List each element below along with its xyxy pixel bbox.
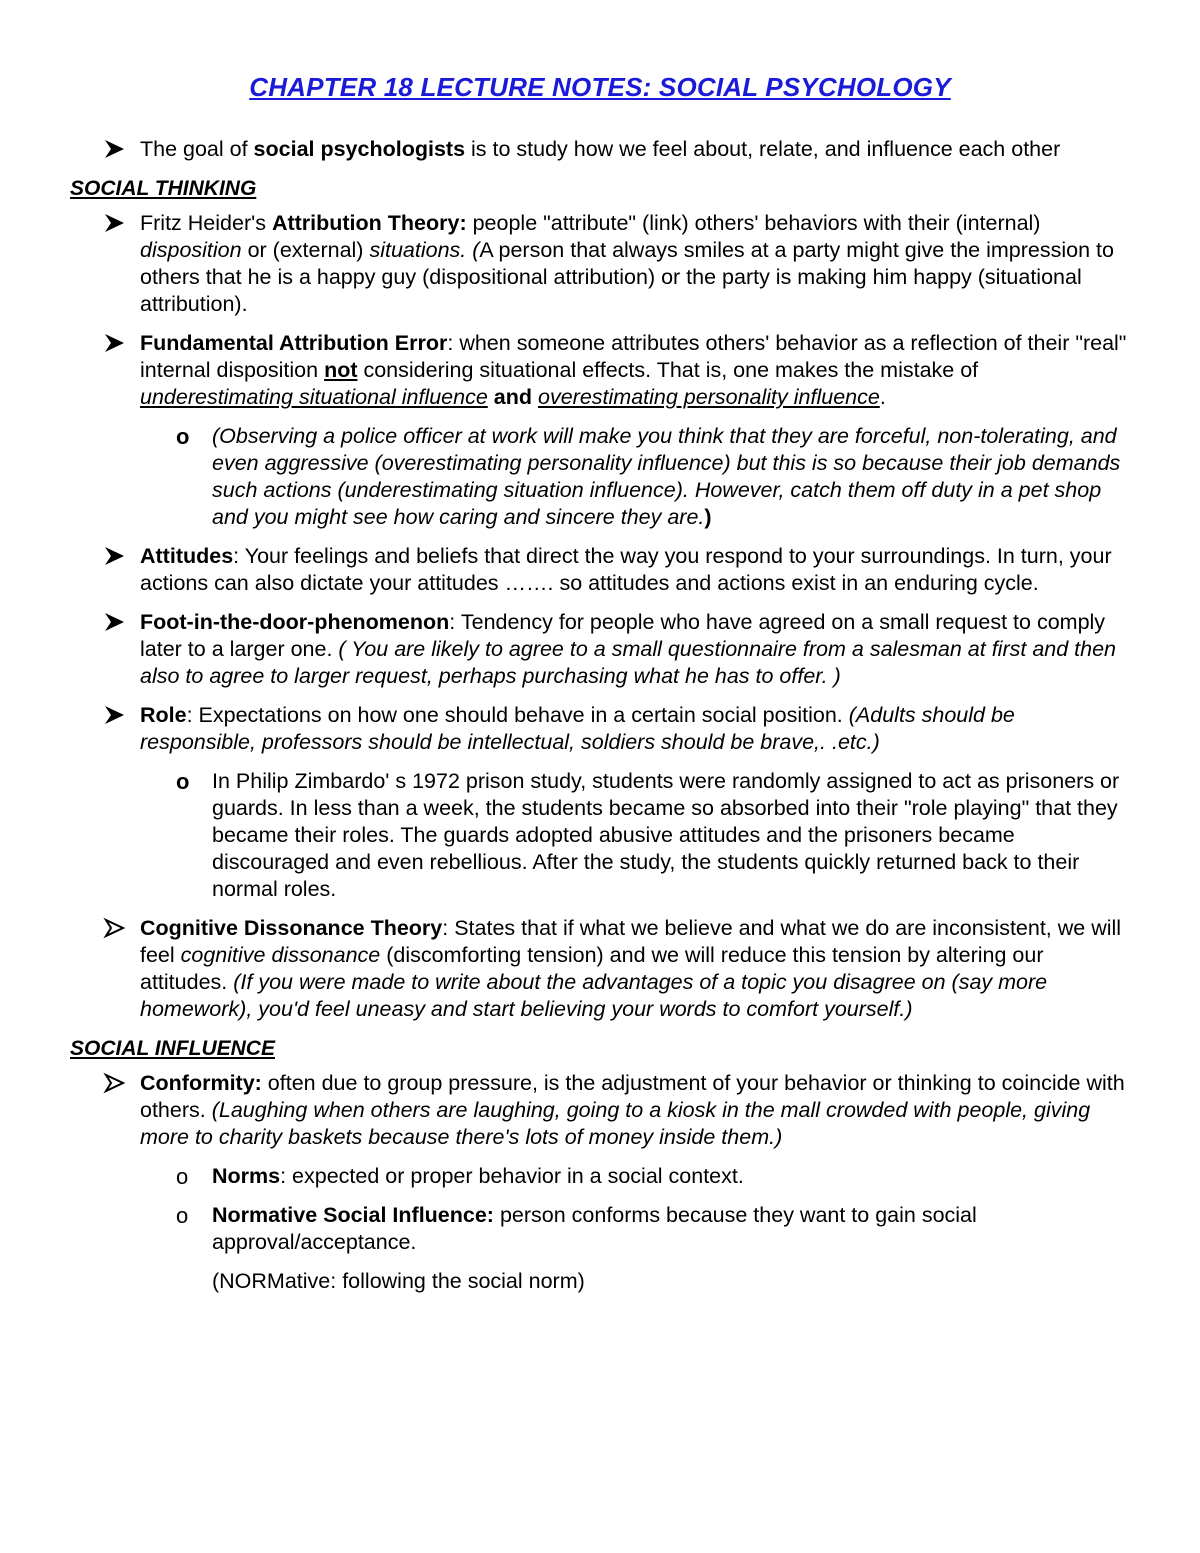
circle-bullet: o <box>176 1164 189 1189</box>
bullet-item-cognitive-dissonance: Cognitive Dissonance Theory: States that if what we believe and what we do are inconsistent, we will feel cognitive dissonance (discomforting tension) and we will reduce this tension by altering our attitudes. (If you were made to write about the advantages of a topic you disagree on (say more homework), you'd feel uneasy and start believing your words to comfort yourself.) <box>70 915 1130 1023</box>
sub-item-police-example: o (Observing a police officer at work will make you think that they are forceful, non-tolerating, and even aggressive (overestimating personality influence) but this is so because their job demands such actions (underestimating situation influence). However, catch them off duty in a pet shop and you might see how caring and sincere they are.) <box>176 424 1121 529</box>
bullet-item-intro: The goal of social psychologists is to study how we feel about, relate, and influence each other <box>70 136 1130 163</box>
arrowhead-bullet-icon <box>102 544 128 568</box>
normative-note: (NORMative: following the social norm) <box>212 1269 585 1293</box>
bullet-item-conformity: Conformity: often due to group pressure, is the adjustment of your behavior or thinking to coincide with others. (Laughing when others are laughing, going to a kiosk in the mall crowded with people, giving more to charity baskets because there's lots of money inside them.) <box>70 1070 1130 1151</box>
circle-bullet: o <box>176 769 190 794</box>
arrowhead-bullet-icon <box>102 211 128 235</box>
document-body <box>70 136 1130 1305</box>
section-heading-social-thinking: SOCIAL THINKING <box>70 177 257 200</box>
sub-item-norms: o Norms: expected or proper behavior in a social context. <box>176 1164 744 1189</box>
bullet-item-foot-in-the-door: Foot-in-the-door-phenomenon: Tendency for people who have agreed on a small request to comply later to a larger one. ( You are likely to agree to a small questionnaire from a salesman at first and then also to agree to larger request, perhaps purchasing what he has to offer. ) <box>70 609 1130 690</box>
circle-bullet: o <box>176 424 190 449</box>
arrowhead-outline-bullet-icon <box>102 916 128 940</box>
arrowhead-bullet-icon <box>102 610 128 634</box>
bullet-item-fundamental-attribution-error: Fundamental Attribution Error: when someone attributes others' behavior as a reflection of their "real" internal disposition not considering situational effects. That is, one makes the mistake of underestimating situational influence and overestimating personality influence. <box>70 330 1130 411</box>
arrowhead-bullet-icon <box>102 137 128 161</box>
sub-item-normative-social-influence: o Normative Social Influence: person conforms because they want to gain social approval/acceptance. <box>176 1203 977 1254</box>
section-heading-social-influence: SOCIAL INFLUENCE <box>70 1037 275 1060</box>
page-title: CHAPTER 18 LECTURE NOTES: SOCIAL PSYCHOLOGY <box>249 72 951 102</box>
circle-bullet: o <box>176 1203 189 1228</box>
bullet-item-attitudes: Attitudes: Your feelings and beliefs that direct the way you respond to your surroundings. In turn, your actions can also dictate your attitudes ……. so attitudes and actions exist in an enduring cycle. <box>70 543 1130 597</box>
arrowhead-bullet-icon <box>102 331 128 355</box>
sub-item-zimbardo-study: o In Philip Zimbardo' s 1972 prison study, students were randomly assigned to act as prisoners or guards. In less than a week, the students became so absorbed into their "role playing" that they became their roles. The guards adopted abusive attitudes and the prisoners became discouraged and even rebellious. After the study, the students quickly returned back to their normal roles. <box>176 769 1120 901</box>
arrowhead-outline-bullet-icon <box>102 1071 128 1095</box>
arrowhead-bullet-icon <box>102 703 128 727</box>
bullet-item-role: Role: Expectations on how one should behave in a certain social position. (Adults should be responsible, professors should be intellectual, soldiers should be brave,. .etc.) <box>70 702 1130 756</box>
bullet-item-attribution-theory: Fritz Heider's Attribution Theory: people "attribute" (link) others' behaviors with their (internal) disposition or (external) situations. (A person that always smiles at a party might give the impression to others that he is a happy guy (dispositional attribution) or the party is making him happy (situational attribution). <box>70 210 1130 318</box>
